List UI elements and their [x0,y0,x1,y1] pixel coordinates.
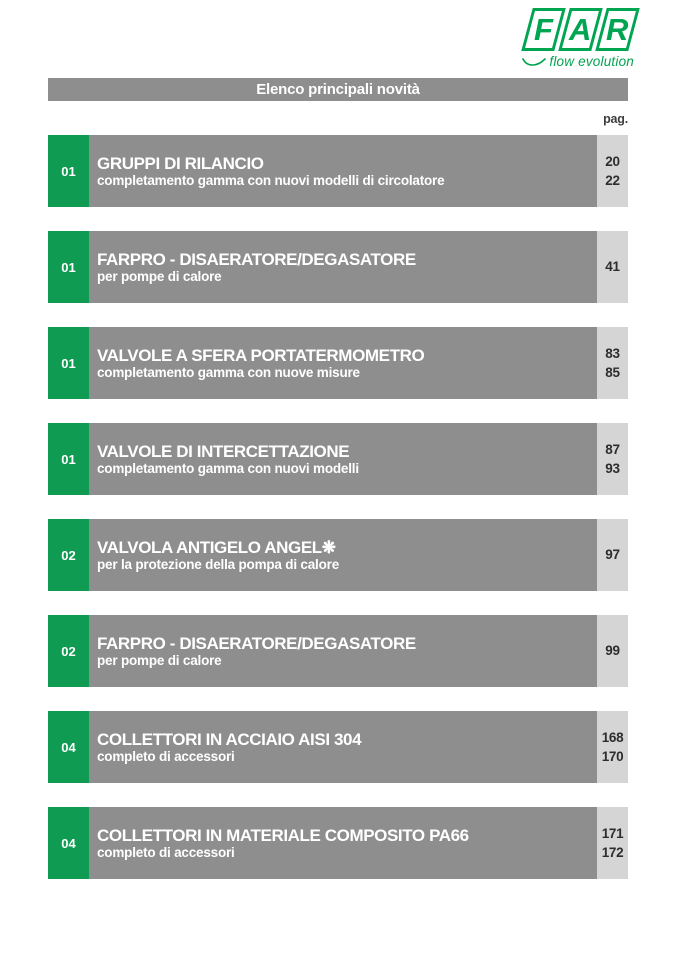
page-number: 85 [605,364,620,380]
row-bar [89,231,597,303]
index-row [48,807,628,879]
row-title: COLLETTORI IN MATERIALE COMPOSITO PA66 [97,825,469,845]
row-bar [89,327,597,399]
row-pages [597,135,628,207]
row-bar [89,135,597,207]
row-subtitle: completamento gamma con nuovi modelli [97,460,359,476]
row-number-badge: 04 [48,711,89,783]
row-subtitle: per la protezione della pompa di calore [97,556,340,572]
index-row [48,423,628,495]
row-title: FARPRO - DISAERATORE/DEGASATORE [97,633,416,653]
section-header-bar [48,78,628,101]
page-number: 87 [605,441,620,457]
row-pages [597,807,628,879]
row-pages [597,327,628,399]
row-title: FARPRO - DISAERATORE/DEGASATORE [97,249,416,269]
far-logo-letters [504,8,634,51]
row-number-badge: 01 [48,423,89,495]
row-subtitle: completo di accessori [97,748,235,764]
row-pages [597,231,628,303]
logo-letter-a: A [569,12,592,47]
row-number-badge: 01 [48,327,89,399]
row-pages [597,423,628,495]
row-title: VALVOLE A SFERA PORTATERMOMETRO [97,345,425,365]
index-row [48,615,628,687]
index-list [48,135,628,879]
row-number-badge: 02 [48,615,89,687]
row-number-badge: 01 [48,135,89,207]
row-bar [89,807,597,879]
logo-tagline: flow evolution [549,54,634,69]
page-number: 172 [601,844,624,860]
logo-letter-box [595,8,640,51]
logo-swoosh-icon [522,56,546,68]
row-pages [597,519,628,591]
page-number: 170 [601,748,624,764]
page-number: 83 [605,345,620,361]
logo-letter-r: R [606,12,629,47]
row-subtitle: completo di accessori [97,844,235,860]
page-number: 97 [605,547,620,562]
page-number: 171 [601,825,624,841]
row-subtitle: per pompe di calore [97,652,222,668]
logo-letter-f: F [534,12,553,47]
row-title: GRUPPI DI RILANCIO [97,153,264,173]
logo-tagline-row [504,54,634,69]
page-number: 99 [605,643,620,658]
row-number-badge: 04 [48,807,89,879]
row-number-badge: 02 [48,519,89,591]
row-bar [89,423,597,495]
row-bar [89,615,597,687]
index-row [48,135,628,207]
row-title: VALVOLA ANTIGELO ANGEL❋ [97,537,336,557]
row-title: COLLETTORI IN ACCIAIO AISI 304 [97,729,362,749]
page-number: 93 [605,460,620,476]
row-pages [597,615,628,687]
page-number: 168 [601,729,624,745]
page-number: 41 [605,259,620,274]
row-subtitle: completamento gamma con nuovi modelli di circolatore [97,172,445,188]
row-bar [89,711,597,783]
row-subtitle: per pompe di calore [97,268,222,284]
row-subtitle: completamento gamma con nuove misure [97,364,360,380]
row-title: VALVOLE DI INTERCETTAZIONE [97,441,350,461]
index-row [48,519,628,591]
row-pages [597,711,628,783]
far-logo [504,8,634,69]
index-row [48,711,628,783]
section-title: Elenco principali novità [256,81,420,98]
row-bar [89,519,597,591]
page-number: 20 [605,153,620,169]
index-row [48,327,628,399]
index-row [48,231,628,303]
page-column-label: pag. [603,112,628,126]
row-number-badge: 01 [48,231,89,303]
page-number: 22 [605,172,620,188]
